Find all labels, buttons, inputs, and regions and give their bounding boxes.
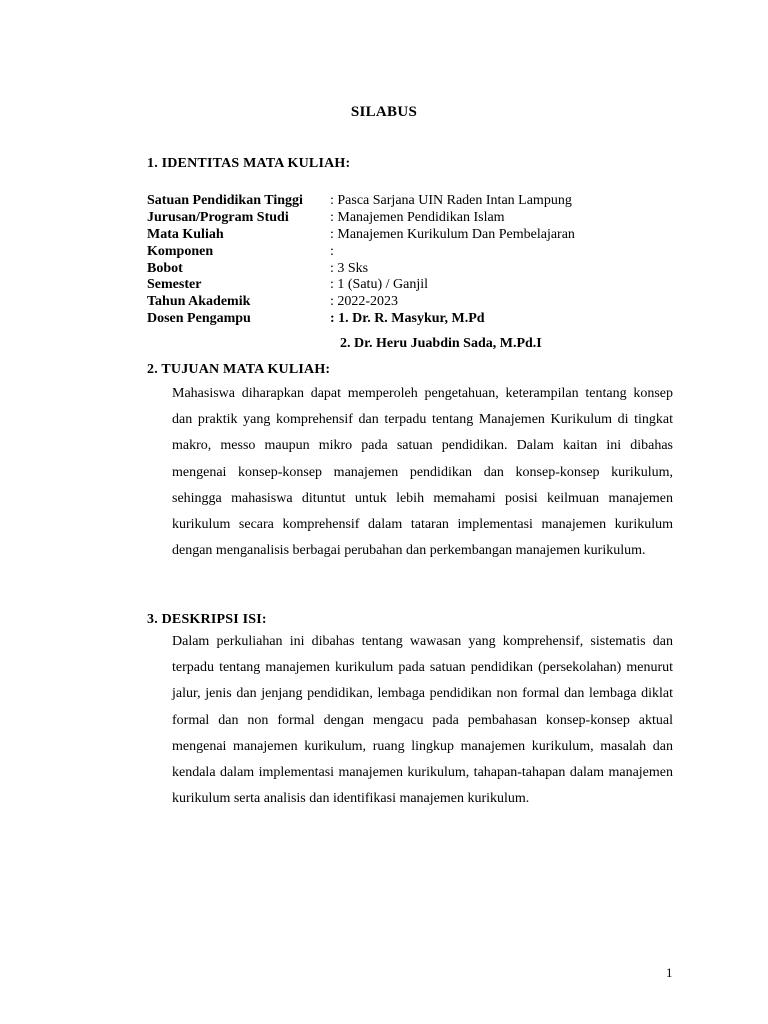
page-number: 1 [666,965,673,980]
identity-label: Semester [147,277,202,293]
identity-label: Dosen Pengampu [147,311,251,327]
identity-table [147,193,687,328]
identity-label: Mata Kuliah [147,226,224,242]
second-lecturer: 2. Dr. Heru Juabdin Sada, M.Pd.I [340,336,542,351]
identity-row [147,227,687,244]
identity-value: : Manajemen Pendidikan Islam [330,209,505,225]
identity-row [147,261,687,278]
identity-value: : [330,243,334,259]
identity-value: : Pasca Sarjana UIN Raden Intan Lampung [330,193,572,208]
identity-row [147,210,687,227]
identity-row [147,294,687,311]
identity-value: : Manajemen Kurikulum Dan Pembelajaran [330,226,575,242]
identity-label: Bobot [147,260,183,276]
section-3-heading: 3. DESKRIPSI ISI: [147,612,267,627]
identity-value: : 1. Dr. R. Masykur, M.Pd [330,311,485,327]
identity-value: : 3 Sks [330,260,369,276]
identity-row [147,193,687,210]
section-2-paragraph: Mahasiswa diharapkan dapat memperoleh pengetahuan, keterampilan tentang konsep dan praktik yang komprehensif dan terpadu tentang Manajemen Kurikulum di tingkat makro, messo maupun mikro pada satuan pendidikan. Dalam kaitan ini dibahas mengenai konsep-konsep manajemen pendidikan dan konsep-konsep kurikulum, sehingga mahasiswa dituntut untuk lebih memahami posisi keilmuan manajemen kurikulum secara komprehensif dalam tataran implementasi manajemen kurikulum dengan menganalisis berbagai perubahan dan perkembangan manajemen kurikulum. [172,386,673,559]
identity-label: Satuan Pendidikan Tinggi [147,193,303,208]
identity-row [147,277,687,294]
identity-value: : 2022-2023 [330,294,399,310]
document-title: SILABUS [350,104,418,120]
identity-label: Jurusan/Program Studi [147,209,289,225]
section-1-heading: 1. IDENTITAS MATA KULIAH: [147,156,351,171]
section-2-heading: 2. TUJUAN MATA KULIAH: [147,362,331,377]
identity-value: : 1 (Satu) / Ganjil [330,277,428,293]
identity-label: Tahun Akademik [147,294,251,310]
section-3-paragraph: Dalam perkuliahan ini dibahas tentang wawasan yang komprehensif, sistematis dan terpadu tentang manajemen kurikulum pada satuan pendidikan (persekolahan) menurut jalur, jenis dan jenjang pendidikan, lembaga pendidikan non formal dan lembaga diklat formal dan non formal dengan mengacu pada pembahasan konsep-konsep aktual mengenai manajemen kurikulum, ruang lingkup manajemen kurikulum, masalah dan kendala dalam implementasi manajemen kurikulum, tahapan-tahapan dalam manajemen kurikulum serta analisis dan identifikasi manajemen kurikulum. [172,634,673,807]
identity-label: Komponen [147,243,214,259]
identity-row [147,311,687,328]
identity-row [147,244,687,261]
